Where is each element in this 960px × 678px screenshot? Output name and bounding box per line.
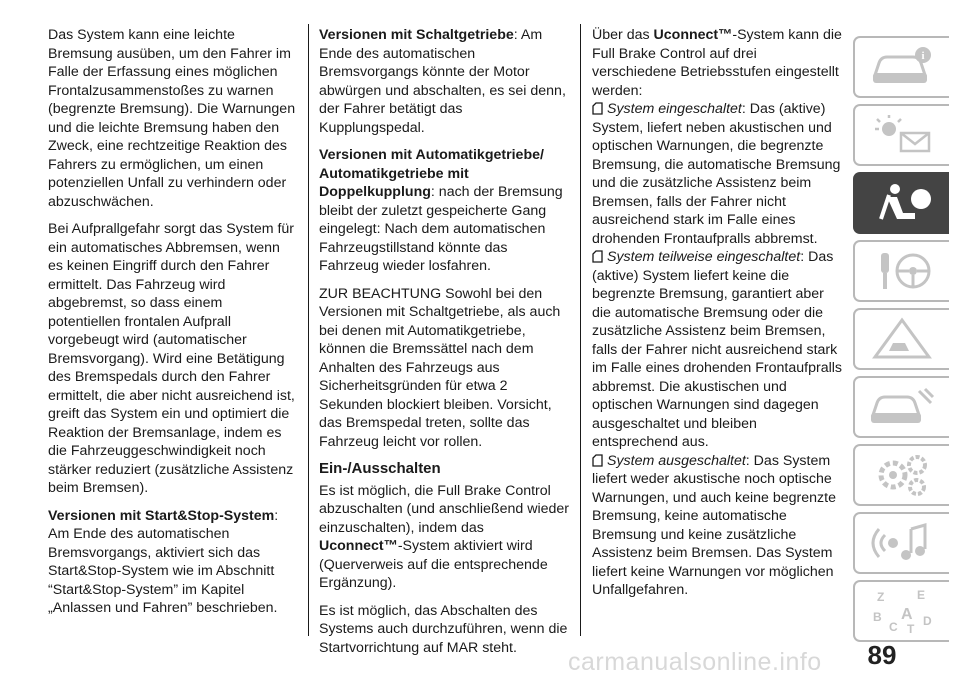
bullet-marker-icon — [592, 102, 603, 115]
tab-maintenance[interactable] — [853, 376, 949, 438]
index-letter: T — [907, 622, 915, 635]
list-item-label: System eingeschaltet — [607, 101, 742, 117]
index-letter: B — [873, 610, 882, 624]
tab-warning-lights[interactable] — [853, 104, 949, 166]
svg-text:i: i — [921, 50, 925, 62]
list-item — [592, 100, 842, 248]
list-item — [592, 248, 842, 452]
list-item-text: : Das (aktive) System liefert keine die begrenzte Bremsung, garantiert aber die automatische Bremsung oder die zusätzliche Assistenz beim Bremsen, falls der Fahrer nicht ausreichend stark im Falle eines drohenden Frontaufpralls abbremst. Die akustischen und optischen Warnungen sind dagegen ausgeschaltet und bleiben entsprechend aus. — [592, 249, 842, 450]
column-middle — [319, 26, 569, 666]
paragraph — [48, 507, 298, 618]
column-left — [48, 26, 298, 627]
paragraph — [319, 146, 569, 276]
seat-airbag-icon — [867, 181, 937, 225]
warning-lights-icon — [867, 113, 937, 157]
paragraph-text: Es ist möglich, die Full Brake Control abzuschalten (und anschließend wieder einzuschalten), indem das — [319, 482, 570, 536]
tab-vehicle-info[interactable] — [853, 36, 949, 98]
index-letter: Z — [877, 590, 885, 604]
chapter-tabs — [853, 36, 949, 648]
brand-name: Uconnect™ — [319, 538, 398, 554]
paragraph — [592, 26, 842, 100]
brand-name: Uconnect™ — [653, 27, 733, 43]
watermark: carmanualsonline.info — [568, 648, 822, 676]
index-letter: E — [917, 588, 926, 602]
list-item-label: System ausgeschaltet — [607, 452, 746, 469]
tab-multimedia[interactable] — [853, 512, 949, 574]
subheading-automatic-gearbox: Versionen mit Automatikgetriebe/ Automatikgetriebe mit Doppelkupplung — [319, 147, 544, 200]
index-letter: A — [901, 606, 913, 623]
paragraph: Es ist möglich, das Abschalten des Systems auch durchzuführen, wenn die Startvorrichtung auf MAR steht. — [319, 602, 568, 656]
tab-emergency[interactable] — [853, 308, 949, 370]
index-letter: C — [889, 620, 898, 634]
list-item — [592, 452, 842, 600]
note-paragraph: ZUR BEACHTUNG Sowohl bei den Versionen mit Schaltgetriebe, als auch bei denen mit Automatikgetriebe, können die Bremssättel nach dem Anhalten des Fahrzeugs aus Sicherheitsgründen für etwa 2 Sekunden blockiert bleiben. Vorsicht, das Bremspedal treten, sollte das Fahrzeug leicht vor rollen. — [319, 285, 561, 450]
tab-starting-driving[interactable] — [853, 240, 949, 302]
multimedia-icon — [867, 521, 937, 565]
section-heading: Ein-/Ausschalten — [319, 460, 441, 477]
page-number: 89 — [867, 640, 897, 670]
list-item-label: System teilweise eingeschaltet — [607, 249, 801, 265]
paragraph — [319, 26, 569, 137]
subheading-start-stop: Versionen mit Start&Stop-System — [48, 507, 275, 524]
paragraph — [319, 482, 569, 593]
paragraph-text: : Am Ende des automatischen Bremsvorgangs könnte der Motor abwürgen und abschalten, es sei denn, der Fahrer betätigt das Kupplungspedal. — [319, 27, 566, 136]
column-divider — [308, 24, 309, 636]
car-info-icon — [867, 45, 937, 89]
tab-technical-data[interactable] — [853, 444, 949, 506]
tab-safety[interactable] — [853, 172, 949, 234]
column-right — [592, 26, 842, 609]
index-letter: D — [923, 614, 932, 628]
key-steering-icon — [867, 249, 937, 293]
list-item-text: : Das System liefert weder akustische noch optische Warnungen, und auch keine begrenzte Bremsung, keine automatische Bremsung und keine zusätzliche Assistenz beim Bremsen. Das System liefert keine Warnungen vor möglichen Unfallgefahren. — [592, 452, 836, 598]
hazard-triangle-icon — [867, 317, 937, 361]
gears-icon — [867, 453, 937, 497]
paragraph-text: -System aktiviert wird (Querverweis auf die entsprechende Ergänzung). — [319, 538, 548, 591]
index-letters-icon — [867, 587, 937, 635]
paragraph-text: Über das — [592, 27, 654, 43]
tab-index[interactable] — [853, 580, 949, 642]
paragraph-text: : nach der Bremsung bleibt der zuletzt gespeicherte Gang eingelegt: Nach dem automatischen Fahrzeugstillstand könnte das Fahrzeug wieder losfahren. — [319, 184, 563, 274]
list-item-text: : Das (aktive) System, liefert neben akustischen und optischen Warnungen, die begrenzte Bremsung, die automatische Bremsung und die zusätzliche Assistenz beim Bremsen, falls der Fahrer nicht ausreichend stark im Falle eines drohenden Frontaufpralls abbremst. — [592, 101, 841, 247]
subheading-manual-gearbox: Versionen mit Schaltgetriebe — [319, 27, 514, 43]
paragraph-text: -System kann die Full Brake Control auf drei verschiedene Betriebsstufen eingestellt werden: — [592, 27, 842, 99]
paragraph: Bei Aufprallgefahr sorgt das System für ein automatisches Abbremsen, wenn es keinen Eingriff durch den Fahrer ermittelt. Das Fahrzeug wird abgebremst, so dass einem potentiellen frontalen Aufprall vorgebeugt wird (automatischer Bremsvorgang). Wird eine Betätigung des Bremspedals durch den Fahrer ermittelt, die aber nicht ausreichend ist, greift das System ein und optimiert die Reaktion der Bremsanlage, indem es die Fahrzeuggeschwindigkeit noch stärker reduziert (zusätzliche Assistenz beim Bremsen). — [48, 221, 295, 496]
bullet-marker-icon — [592, 454, 603, 467]
car-service-icon — [867, 385, 937, 429]
paragraph-text: : Am Ende des automatischen Bremsvorgangs, aktiviert sich das Start&Stop-System wie im Abschnitt “Start&Stop-System” im Kapitel „Anlassen und Fahren” beschrieben. — [48, 507, 279, 616]
paragraph: Das System kann eine leichte Bremsung ausüben, um den Fahrer im Falle der Erfassung eines möglichen Frontalzusammenstoßes zu warnen (begrenzte Bremsung). Die Warnungen und die leichte Bremsung haben den Zweck, eine rechtzeitige Reaktion des Fahrers zu ermöglichen, um einen potenziellen Unfall zu verhindern oder abzuschwächen. — [48, 27, 296, 210]
column-divider — [580, 24, 581, 636]
bullet-marker-icon — [592, 250, 603, 263]
